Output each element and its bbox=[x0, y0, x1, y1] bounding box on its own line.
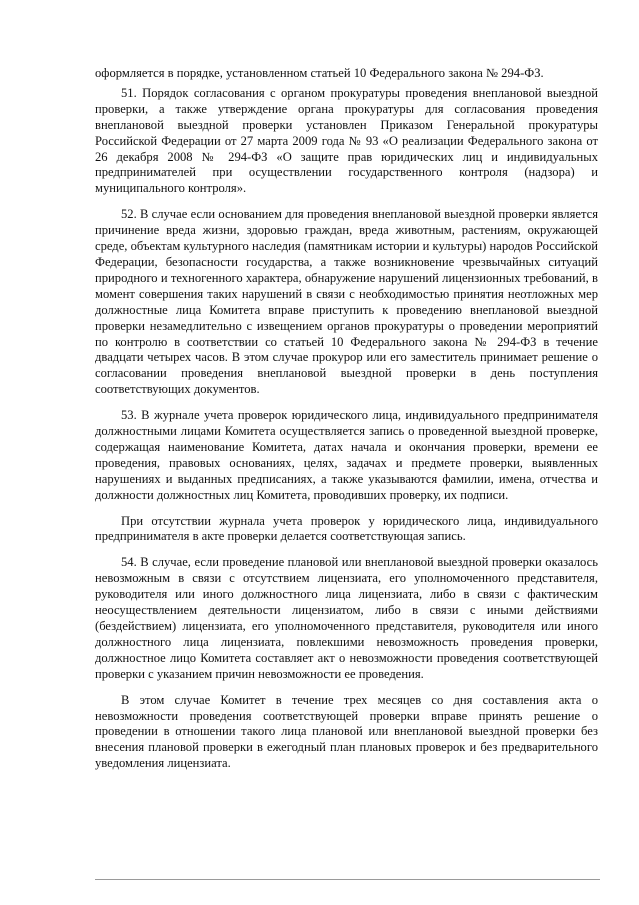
paragraph-52: 52. В случае если основанием для проведения внеплановой выездной проверки является причинение вреда жизни, здоровью граждан, вреда животным, растениям, окружающей среде, объектам культурного наследия (памятникам истории и культуры) народов Российской Федерации, безопасности государства, а также возникновение чрезвычайных ситуаций природного и техногенного характера, обнаружение нарушений лицензионных требований, в момент совершения таких нарушений в связи с необходимостью принятия неотложных мер должностные лица Комитета вправе приступить к проведению внеплановой выездной проверки незамедлительно с извещением органов прокуратуры о проведении мероприятий по контролю в соответствии со статьей 10 Федерального закона № 294-ФЗ в течение двадцати четырех часов. В этом случае прокурор или его заместитель принимает решение о согласовании проведения внеплановой выездной проверки в день поступления соответствующих документов. bbox=[95, 207, 598, 397]
paragraph-54: 54. В случае, если проведение плановой или внеплановой выездной проверки оказалось невозможным в связи с отсутствием лицензиата, его уполномоченного представителя, руководителя или иного должностного лица лицензиата, либо в связи с фактическим неосуществлением деятельности лицензиатом, либо в связи с иными действиями (бездействием) лицензиата, его уполномоченного представителя, руководителя или иного должностного лица лицензиата, повлекшими невозможность проведения проверки, должностное лицо Комитета составляет акт о невозможности проведения соответствующей проверки с указанием причин невозможности ее проведения. bbox=[95, 555, 598, 681]
paragraph-54-continuation: В этом случае Комитет в течение трех месяцев со дня составления акта о невозможности проведения соответствующей проверки вправе принять решение о проведении в отношении такого лица плановой или внеплановой выездной проверки без внесения плановой проверки в ежегодный план плановых проверок и без предварительного уведомления лицензиата. bbox=[95, 692, 598, 771]
paragraph-51: 51. Порядок согласования с органом прокуратуры проведения внеплановой выездной проверки, а также утверждение органа прокуратуры для согласования проведения внеплановой выездной проверки установлен Приказом Генеральной прокуратуры Российской Федерации от 27 марта 2009 года № 93 «О реализации Федерального закона от 26 декабря 2008 № 294-ФЗ «О защите прав юридических лиц и индивидуальных предпринимателей при осуществлении государственного контроля (надзора) и муниципального контроля». bbox=[95, 85, 598, 196]
paragraph-continuation: оформляется в порядке, установленном статьей 10 Федерального закона № 294-ФЗ. bbox=[95, 66, 544, 80]
paragraph-53-note: При отсутствии журнала учета проверок у юридического лица, индивидуального предпринимателя в акте проверки делается соответствующая запись. bbox=[95, 513, 598, 544]
paragraph-53: 53. В журнале учета проверок юридического лица, индивидуального предпринимателя должностными лицами Комитета осуществляется запись о проведенной выездной проверке, содержащая наименование Комитета, датах начала и окончания проверки, времени ее проведения, правовых основаниях, целях, задачах и предмете проверки, выявленных нарушениях и выданных предписаниях, а также указываются фамилии, имена, отчества и должности должностных лиц Комитета, проводивших проверку, их подписи. bbox=[95, 408, 598, 502]
footer-rule bbox=[95, 879, 600, 880]
document-body bbox=[95, 66, 598, 782]
